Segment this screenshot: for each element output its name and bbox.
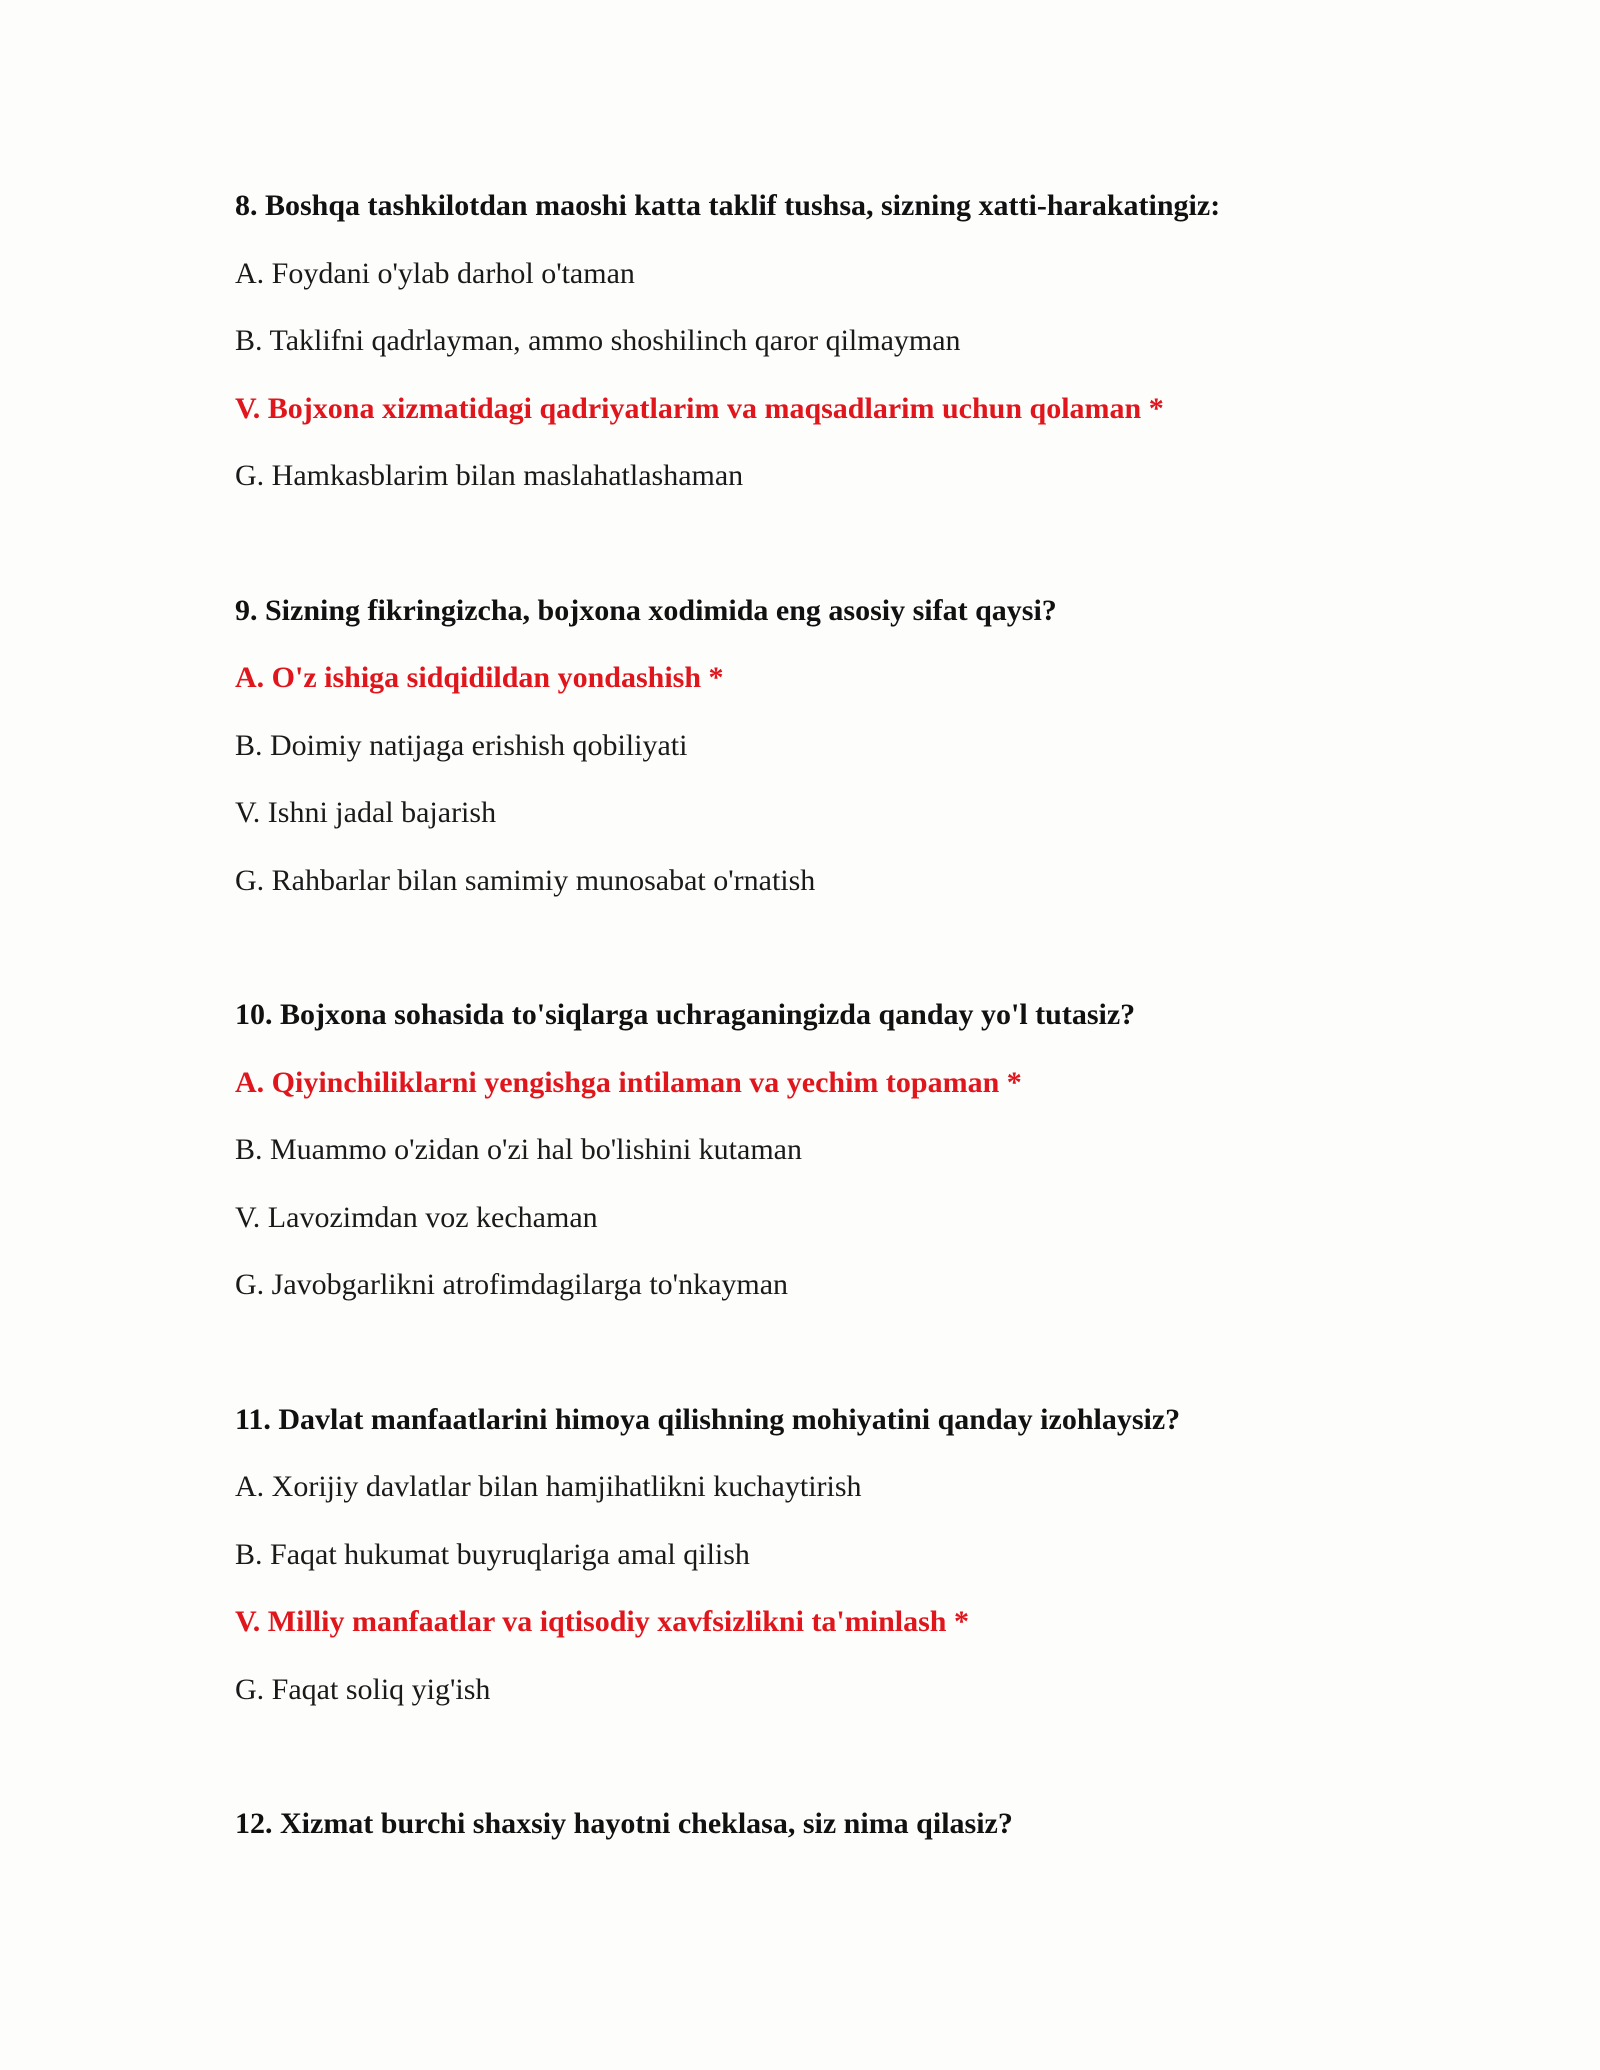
question-text: 9. Sizning fikringizcha, bojxona xodimida eng asosiy sifat qaysi? xyxy=(235,593,1057,627)
question-text: 11. Davlat manfaatlarini himoya qilishning mohiyatini qanday izohlaysiz? xyxy=(235,1402,1181,1436)
option-v: V. Lavozimdan voz kechaman xyxy=(235,1200,598,1234)
option-b: B. Muammo o'zidan o'zi hal bo'lishini kutaman xyxy=(235,1133,802,1166)
option-v: V. Ishni jadal bajarish xyxy=(235,796,497,829)
option-g: G. Hamkasblarim bilan maslahatlashaman xyxy=(235,459,744,492)
question-12 xyxy=(235,1798,1435,1866)
option-b: B. Taklifni qadrlayman, ammo shoshilinch qaror qilmayman xyxy=(235,324,961,357)
option-g: G. Faqat soliq yig'ish xyxy=(235,1672,491,1706)
question-text: 12. Xizmat burchi shaxsiy hayotni cheklasa, siz nima qilasiz? xyxy=(235,1807,1013,1840)
option-v-correct: V. Milliy manfaatlar va iqtisodiy xavfsizlikni ta'minlash * xyxy=(235,1605,969,1638)
question-8 xyxy=(235,180,1435,518)
option-a-correct: A. Qiyinchiliklarni yengishga intilaman va yechim topaman * xyxy=(235,1065,1022,1099)
option-v-correct: V. Bojxona xizmatidagi qadriyatlarim va maqsadlarim uchun qolaman * xyxy=(235,391,1164,425)
question-text: 8. Boshqa tashkilotdan maoshi katta taklif tushsa, sizning xatti-harakatingiz: xyxy=(235,189,1221,222)
option-g: G. Rahbarlar bilan samimiy munosabat o'rnatish xyxy=(235,863,816,897)
option-a-correct: A. O'z ishiga sidqidildan yondashish * xyxy=(235,661,724,694)
question-text: 10. Bojxona sohasida to'siqlarga uchraganingizda qanday yo'l tutasiz? xyxy=(235,998,1136,1031)
option-a: A. Xorijiy davlatlar bilan hamjihatlikni kuchaytirish xyxy=(235,1470,862,1503)
question-10 xyxy=(235,989,1435,1327)
document-page xyxy=(235,180,1435,1866)
question-9 xyxy=(235,585,1435,923)
question-11 xyxy=(235,1394,1435,1732)
option-b: B. Doimiy natijaga erishish qobiliyati xyxy=(235,728,688,762)
option-a: A. Foydani o'ylab darhol o'taman xyxy=(235,256,635,290)
option-g: G. Javobgarlikni atrofimdagilarga to'nkayman xyxy=(235,1268,789,1301)
option-b: B. Faqat hukumat buyruqlariga amal qilish xyxy=(235,1537,750,1571)
